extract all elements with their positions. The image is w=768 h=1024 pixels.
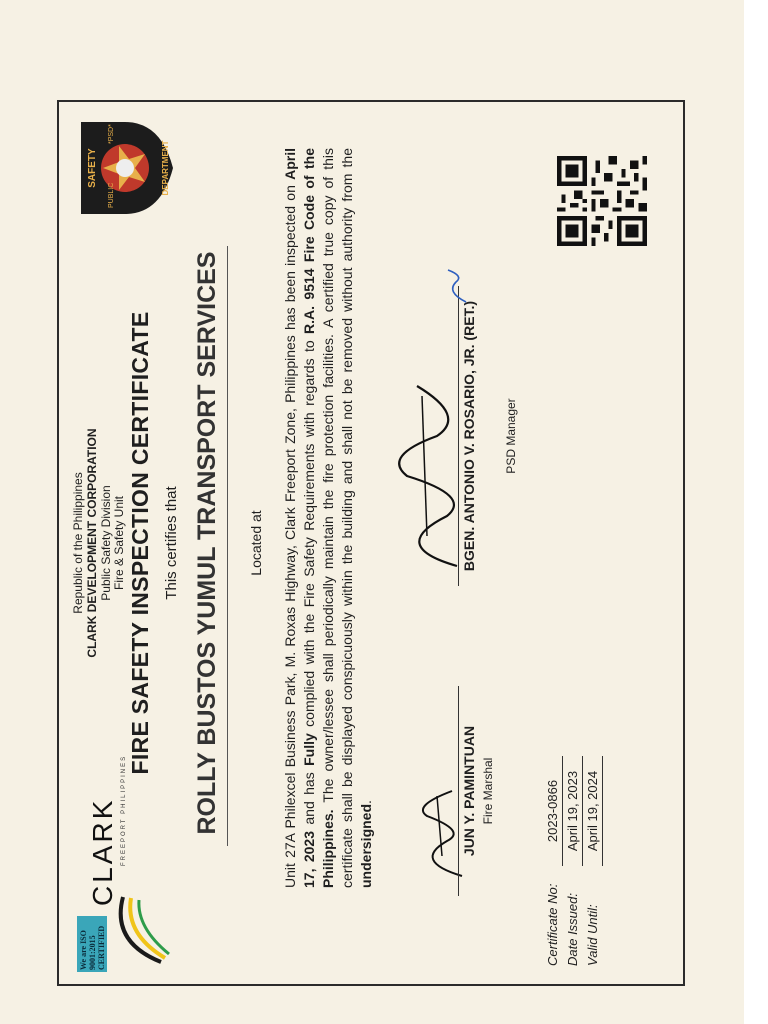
body-part-3: complied with the Fire Safety Requirements with regards to: [301, 333, 317, 734]
fire-marshal-name: JUN Y. PAMINTUAN: [461, 725, 477, 857]
certificate-no-value: 2023-0866: [545, 779, 560, 843]
body-part-2: and has: [301, 765, 317, 831]
valid-until-label: Valid Until:: [585, 904, 600, 966]
ra-9514-text: R.A. 9514 Fire Code of the Philippines.: [301, 148, 336, 888]
date-issued-line: [582, 756, 583, 866]
header-corporation: CLARK DEVELOPMENT CORPORATION: [85, 428, 99, 658]
scan-edge: [744, 0, 768, 1024]
located-at-label: Located at: [248, 510, 264, 576]
certificate-no-line: [562, 756, 563, 866]
clark-logo-subtext: FREEPORT PHILIPPINES: [121, 754, 127, 866]
initials-pen-mark: [442, 266, 472, 306]
psd-badge-top-text: SAFETY: [87, 148, 98, 188]
valid-until-value: April 19, 2024: [585, 770, 600, 852]
company-underline: [227, 246, 228, 846]
psd-badge-bottom-text: DEPARTMENT: [161, 140, 170, 196]
header-division: Public Safety Division: [99, 485, 113, 601]
clark-logo-text: CLARK: [87, 797, 118, 906]
psd-badge-left-text: PUBLIC: [108, 182, 115, 208]
header-republic: Republic of the Philippines: [71, 472, 85, 614]
undersigned-text: undersigned: [358, 803, 374, 888]
iso-badge-text: We are ISO 9001:2015 CERTIFIED: [79, 925, 106, 970]
certificate-no-label: Certificate No:: [545, 883, 560, 966]
certifies-text: This certifies that: [163, 486, 180, 600]
psd-badge-right-text: *PSD*: [108, 124, 115, 144]
body-part-1: Unit 27A Philexcel Business Park, M. Roxas Highway, Clark Freeport Zone, Philippines has been inspected on: [282, 179, 298, 888]
body-part-4: The owner/lessee shall periodically maintain the fire protection facilities. A certified true copy of this certificate shall be displayed conspicuously within the building and shall not be removed without authority from the: [320, 148, 355, 888]
certificate: [57, 100, 685, 986]
psd-manager-role: PSD Manager: [504, 398, 518, 474]
header-unit: Fire & Safety Unit: [112, 495, 126, 591]
fire-marshal-signature-line: [458, 686, 459, 896]
date-issued-value: April 19, 2023: [565, 770, 580, 852]
certificate-title: FIRE SAFETY INSPECTION CERTIFICATE: [127, 311, 153, 775]
date-inspected: April 17, 2023: [282, 148, 317, 888]
date-issued-label: Date Issued:: [565, 893, 580, 966]
body-part-5: .: [358, 800, 374, 804]
company-name: ROLLY BUSTOS YUMUL TRANSPORT SERVICES: [193, 251, 221, 835]
qr-code-icon: [557, 156, 647, 246]
psd-badge-icon: [73, 116, 177, 220]
fully-text: Fully: [301, 733, 317, 766]
psd-manager-name: BGEN. ANTONIO V. ROSARIO, JR. (RET.): [461, 300, 477, 572]
certificate-body: [281, 148, 376, 888]
fire-marshal-role: Fire Marshal: [481, 757, 495, 825]
psd-manager-signature-line: [458, 286, 459, 586]
valid-until-line: [602, 756, 603, 866]
